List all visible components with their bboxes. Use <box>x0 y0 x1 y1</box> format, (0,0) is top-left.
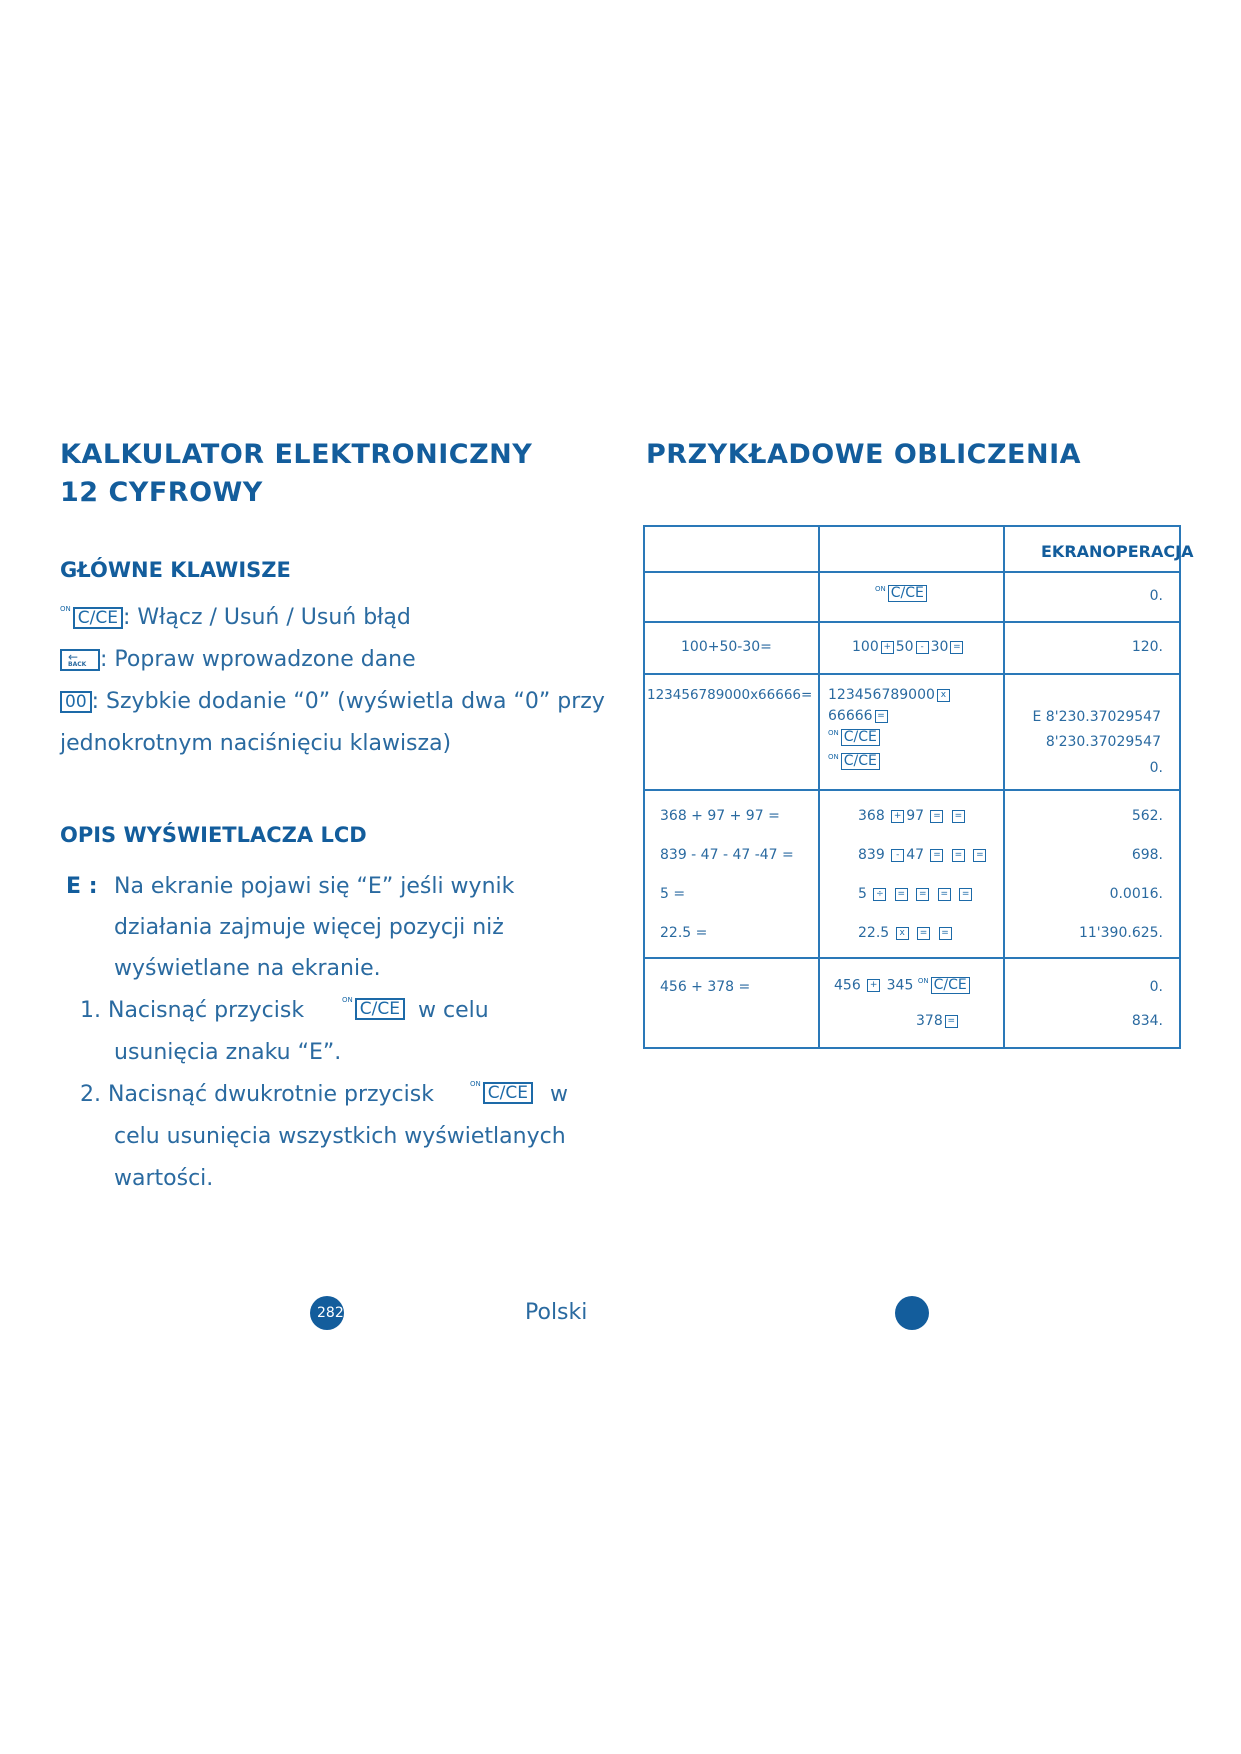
e-line1: Na ekranie pojawi się “E” jeśli wynik <box>114 874 515 899</box>
key-cce-row <box>60 605 411 630</box>
header-col1 <box>644 526 819 572</box>
step1-c: usunięcia znaku “E”. <box>114 1040 342 1065</box>
equals-key-icon: = <box>950 641 963 654</box>
row2-display: 120. <box>1004 622 1180 674</box>
key-00-row <box>60 689 605 714</box>
e-line3: wyświetlane na ekranie. <box>114 956 381 981</box>
row1-display: 0. <box>1004 572 1180 622</box>
plus-key-icon: + <box>881 641 894 654</box>
double-zero-key-icon: 00 <box>60 691 92 713</box>
header-col2 <box>819 526 1004 572</box>
back-key-icon: ← BACK <box>60 649 100 671</box>
step2-a: 2. Nacisnąć dwukrotnie przycisk <box>80 1082 434 1107</box>
step2-key: $^{ON}$ C/CE <box>470 1080 533 1105</box>
key-back-row <box>60 647 416 672</box>
multiply-key-icon: x <box>937 689 950 702</box>
step1-b: w celu <box>418 998 489 1023</box>
e-label: E : <box>66 874 98 899</box>
lcd-heading: OPIS WYŚWIETLACZA LCD <box>60 823 367 847</box>
title-line2: 12 CYFROWY <box>60 477 263 508</box>
title-line1: KALKULATOR ELEKTRONICZNY <box>60 439 533 470</box>
header-col3 <box>1004 526 1194 572</box>
key-00-desc2: jednokrotnym naciśnięciu klawisza) <box>60 731 452 756</box>
row5-calc: 456 + 378 = <box>644 958 819 1048</box>
keys-heading: GŁÓWNE KLAWISZE <box>60 558 291 582</box>
row1-op: $^{ON}$ C/CE <box>819 572 1004 622</box>
cce-key-icon: C/CE <box>841 729 880 746</box>
cce-key-icon: C/CE <box>73 607 123 629</box>
row3-display: E 8'230.37029547 8'230.37029547 0. <box>1004 674 1180 790</box>
cce-key-icon: C/CE <box>888 585 927 602</box>
cce-key-icon: C/CE <box>355 998 405 1020</box>
row3-op: 123456789000 x 66666 = $^{ON}$ C/CE $^{ON}$ C/CE <box>819 674 1004 790</box>
e-line2: działania zajmuje więcej pozycji niż <box>114 915 504 940</box>
equals-key-icon: = <box>875 710 888 723</box>
key-cce-desc: : Włącz / Usuń / Usuń błąd <box>122 605 411 630</box>
step2-b: w <box>550 1082 568 1107</box>
row3-calc: 123456789000x66666= <box>644 674 819 790</box>
step2-d: wartości. <box>114 1166 214 1191</box>
page-number-circle <box>310 1296 344 1330</box>
step2-c: celu usunięcia wszystkich wyświetlanych <box>114 1124 566 1149</box>
row1-calc <box>644 572 819 622</box>
cce-key-icon: C/CE <box>841 753 880 770</box>
page-dot-icon <box>895 1296 929 1330</box>
examples-title: PRZYKŁADOWE OBLICZENIA <box>646 439 1082 470</box>
row4-calc: 368 + 97 + 97 = 839 - 47 - 47 -47 = 5 = 22.5 = <box>644 790 819 958</box>
on-label: ON <box>60 605 71 613</box>
key-00-desc: : Szybkie dodanie “0” (wyświetla dwa “0” przy <box>91 689 605 714</box>
step1-a: 1. Nacisnąć przycisk <box>80 998 305 1023</box>
calc-table <box>643 525 1194 1049</box>
row2-calc: 100+50-30= <box>644 622 819 674</box>
minus-key-icon: - <box>916 641 929 654</box>
page-number: 282 <box>317 1305 344 1321</box>
row5-display: 0. 834. <box>1004 958 1180 1048</box>
footer-language: Polski <box>525 1300 588 1325</box>
col3-header: EKRANOPERACJA <box>1041 542 1194 561</box>
row4-display: 562. 698. 0.0016. 11'390.625. <box>1004 790 1180 958</box>
row2-op: 100 + 50 - 30 = <box>819 622 1004 674</box>
cce-key-icon: C/CE <box>931 977 970 994</box>
row4-op: 368 + 97 = = 839 - 47 = = = 5 ÷ = = = = 22.5 x = = <box>819 790 1004 958</box>
key-back-desc: : Popraw wprowadzone dane <box>100 647 416 672</box>
row5-op: 456 + 345 $^{ON}$ C/CE 378 = <box>819 958 1004 1048</box>
cce-key-icon: C/CE <box>483 1082 533 1104</box>
step1-key: $^{ON}$ C/CE <box>342 996 405 1021</box>
